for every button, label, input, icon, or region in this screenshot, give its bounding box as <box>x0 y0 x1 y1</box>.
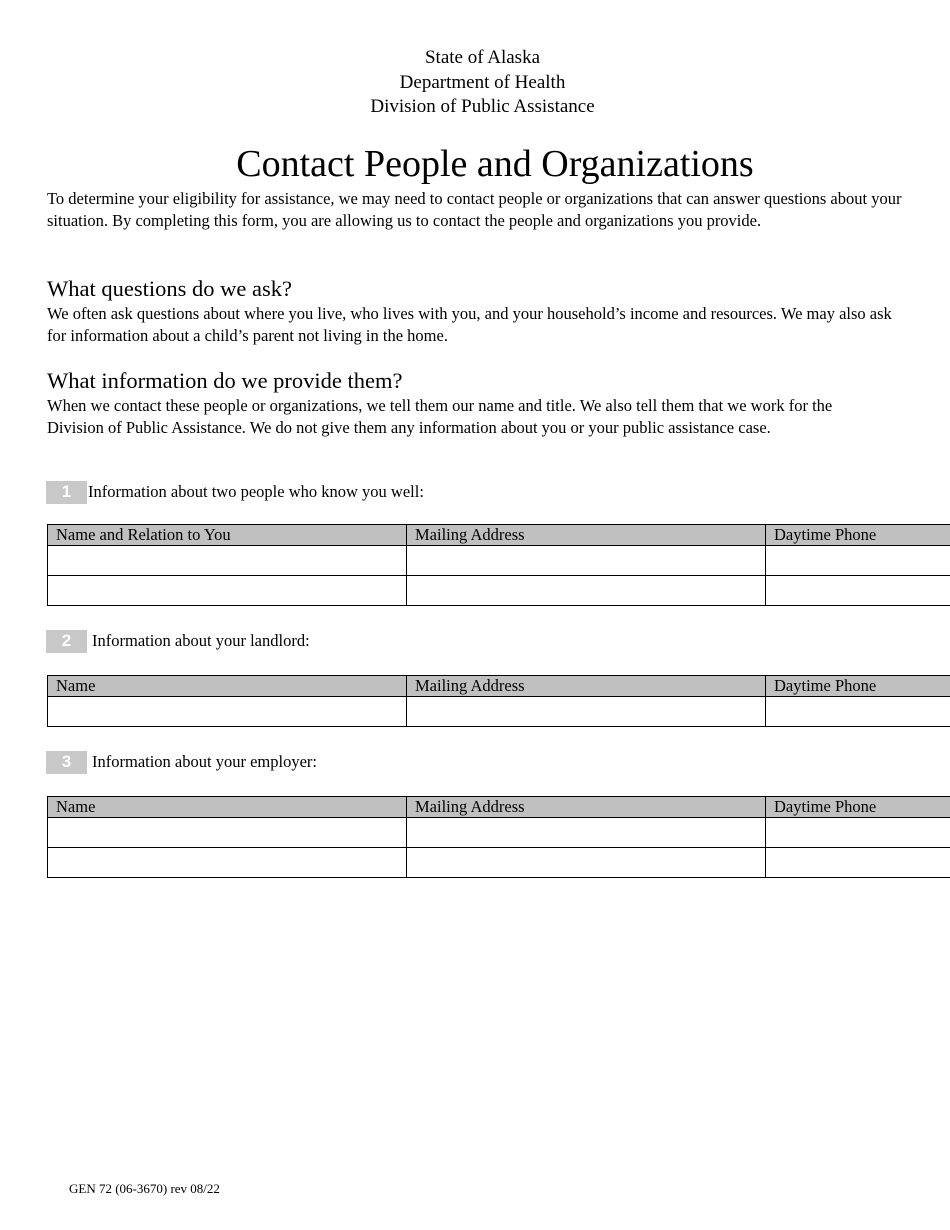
daytime-phone-cell[interactable] <box>766 576 950 606</box>
table-row <box>48 546 950 576</box>
column-header: Mailing Address <box>407 676 766 697</box>
column-header: Daytime Phone <box>766 797 950 818</box>
mailing-address-cell[interactable] <box>407 576 766 606</box>
provide-paragraph: When we contact these people or organizations, we tell them our name and title. We also tell them that we work for the Division of Public Assistance. We do not give them any information about you or your public assistance case. <box>47 396 833 437</box>
agency-department: Department of Health <box>399 71 566 93</box>
name-cell[interactable] <box>48 697 407 727</box>
section-number-badge: 1 <box>46 481 87 504</box>
section-number-badge: 2 <box>46 630 87 653</box>
table-row <box>48 818 950 848</box>
agency-division: Division of Public Assistance <box>370 96 595 117</box>
section-label: Information about your employer: <box>92 752 317 771</box>
name-relation-cell[interactable] <box>48 576 407 606</box>
daytime-phone-cell[interactable] <box>766 546 950 576</box>
mailing-address-cell[interactable] <box>407 546 766 576</box>
column-header: Daytime Phone <box>766 676 950 697</box>
mailing-address-cell[interactable] <box>407 848 766 878</box>
page-title: Contact People and Organizations <box>236 143 754 185</box>
mailing-address-cell[interactable] <box>407 818 766 848</box>
provide-heading: What information do we provide them? <box>47 368 403 393</box>
table-row <box>48 848 950 878</box>
column-header: Name <box>48 797 407 818</box>
column-header: Name and Relation to You <box>48 525 407 546</box>
section-number-badge: 3 <box>46 751 87 774</box>
name-cell[interactable] <box>48 818 407 848</box>
section-3-heading <box>46 750 317 774</box>
section-2-heading <box>46 629 310 653</box>
intro-paragraph: To determine your eligibility for assistance, we may need to contact people or organizations that can answer questions about your situation. By completing this form, you are allowing us to contact the people and organizations you provide. <box>47 189 902 230</box>
name-cell[interactable] <box>48 848 407 878</box>
column-header: Name <box>48 676 407 697</box>
agency-state: State of Alaska <box>424 47 541 68</box>
employer-table <box>47 796 950 878</box>
questions-paragraph: We often ask questions about where you live, who lives with you, and your household’s income and resources. We may also ask for information about a child’s parent not living in the home. <box>47 304 892 345</box>
agency-header <box>0 46 950 120</box>
section-label: Information about two people who know you well: <box>88 482 424 501</box>
mailing-address-cell[interactable] <box>407 697 766 727</box>
questions-heading: What questions do we ask? <box>47 276 292 301</box>
column-header: Daytime Phone <box>766 525 950 546</box>
daytime-phone-cell[interactable] <box>766 848 950 878</box>
form-number-footer: GEN 72 (06-3670) rev 08/22 <box>69 1181 220 1196</box>
landlord-table <box>47 675 950 727</box>
table-row <box>48 697 950 727</box>
section-label: Information about your landlord: <box>92 631 310 650</box>
table-row <box>48 576 950 606</box>
column-header: Mailing Address <box>407 797 766 818</box>
section-1-heading <box>46 480 424 504</box>
name-relation-cell[interactable] <box>48 546 407 576</box>
column-header: Mailing Address <box>407 525 766 546</box>
daytime-phone-cell[interactable] <box>766 818 950 848</box>
references-table <box>47 524 950 606</box>
daytime-phone-cell[interactable] <box>766 697 950 727</box>
